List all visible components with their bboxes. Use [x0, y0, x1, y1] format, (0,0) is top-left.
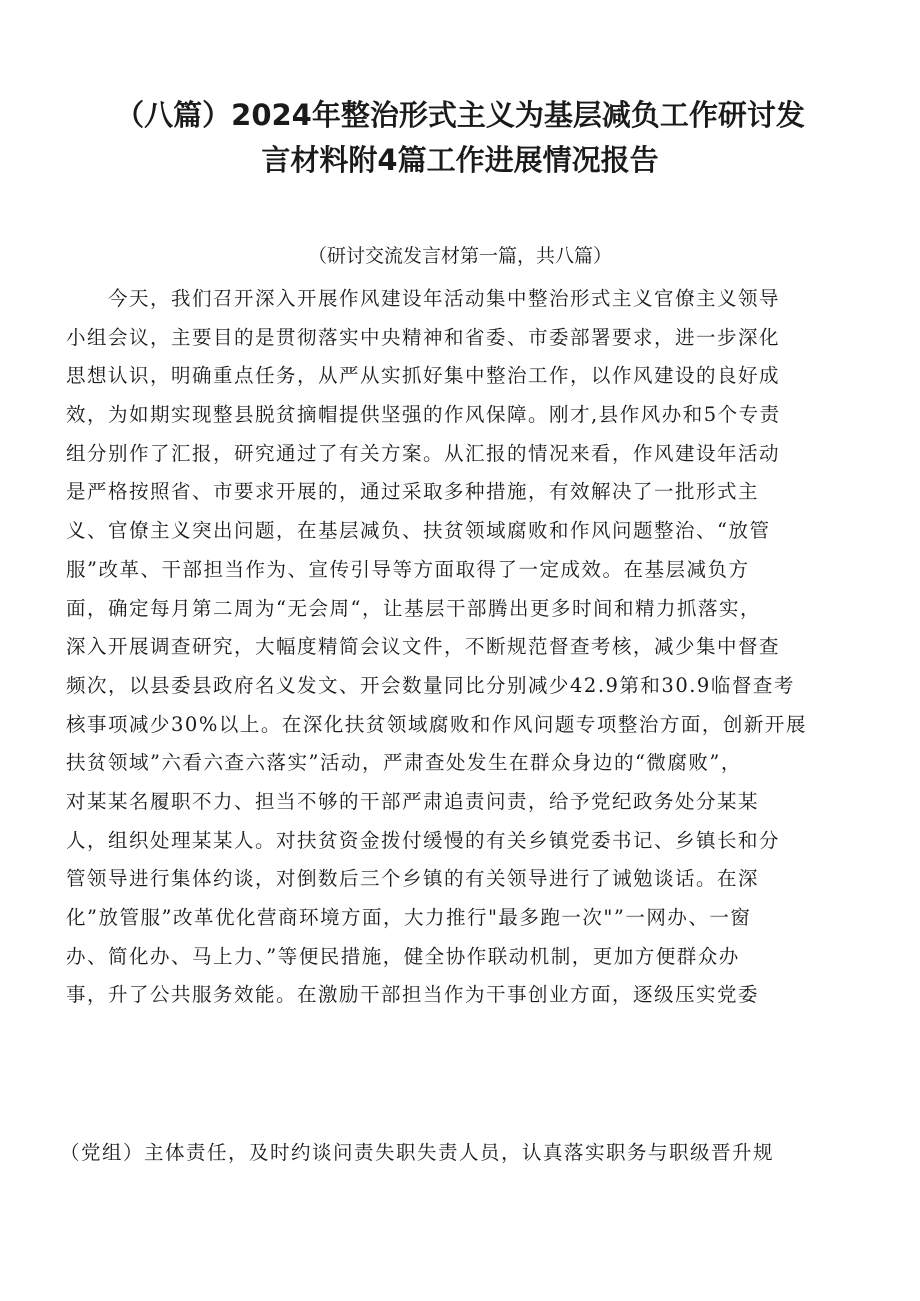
- paragraph-line: 效，为如期实现整县脱贫摘帽提供坚强的作风保障。刚才,县作风办和5个专责: [66, 403, 781, 427]
- paragraph-line: 组分别作了汇报，研究通过了有关方案。从汇报的情况来看，作风建设年活动: [66, 441, 781, 465]
- paragraph-line: 化”放管服”改革优化营商环境方面，大力推行"最多跑一次"”一网办、一窗: [66, 906, 752, 929]
- paragraph-line: 小组会议，主要目的是贯彻落实中央精神和省委、市委部署要求，进一步深化: [66, 325, 781, 349]
- document-title-line-1: （八篇）2024年整治形式主义为基层减负工作研讨发: [115, 98, 805, 132]
- paragraph-line: 今天，我们召开深入开展作风建设年活动集中整治形式主义官僚主义领导: [108, 287, 781, 310]
- body-paragraph-2: [60, 1134, 866, 1173]
- paragraph-line: 人，组织处理某某人。对扶贫资金拨付缓慢的有关乡镇党委书记、乡镇长和分: [66, 828, 781, 852]
- paragraph-line: 面，确定每月第二周为“无会周“，让基层干部腾出更多时间和精力抓落实，: [66, 596, 761, 620]
- paragraph-line: 义、官僚主义突出问题，在基层减负、扶贫领域腐败和作风问题整治、“放管: [66, 519, 771, 543]
- paragraph-line: 核事项减少30%以上。在深化扶贫领域腐败和作风问题专项整治方面，创新开展: [66, 712, 807, 736]
- document-subtitle: （研讨交流发言材第一篇，共八篇）: [307, 245, 612, 267]
- body-paragraph-1: [66, 280, 866, 1015]
- paragraph-line: 频次，以县委县政府名义发文、开会数量同比分别减少42.9第和30.9临督查考: [66, 673, 795, 697]
- paragraph-line: 思想认识，明确重点任务，从严从实抓好集中整治工作，以作风建设的良好成: [66, 364, 781, 388]
- paragraph-line: 管领导进行集体约谈，对倒数后三个乡镇的有关领导进行了诫勉谈话。在深: [66, 867, 760, 891]
- paragraph-line: 深入开展调查研究，大幅度精简会议文件，不断规范督查考核，减少集中督查: [66, 635, 781, 659]
- paragraph-line: 扶贫领域”六看六查六落实”活动，严肃查处发生在群众身边的“微腐败”，: [66, 751, 742, 775]
- document-title-line-2: 言材料附4篇工作进展情况报告: [261, 143, 659, 177]
- paragraph-line: 服”改革、干部担当作为、宣传引导等方面取得了一定成效。在基层减负方: [66, 557, 750, 581]
- paragraph-line: 是严格按照省、市要求开展的，通过采取多种措施，有效解决了一批形式主: [66, 480, 760, 504]
- paragraph-line: 事，升了公共服务效能。在激励干部担当作为干事创业方面，逐级压实党委: [66, 983, 760, 1007]
- paragraph-line: （党组）主体责任，及时约谈问责失职失责人员，认真落实职务与职级晋升规: [60, 1141, 775, 1164]
- paragraph-line: 办、简化办、马上力、”等便民措施，健全协作联动机制，更加方便群众办: [66, 944, 740, 968]
- paragraph-line: 对某某名履职不力、担当不够的干部严肃追责问责，给予党纪政务处分某某: [66, 789, 760, 813]
